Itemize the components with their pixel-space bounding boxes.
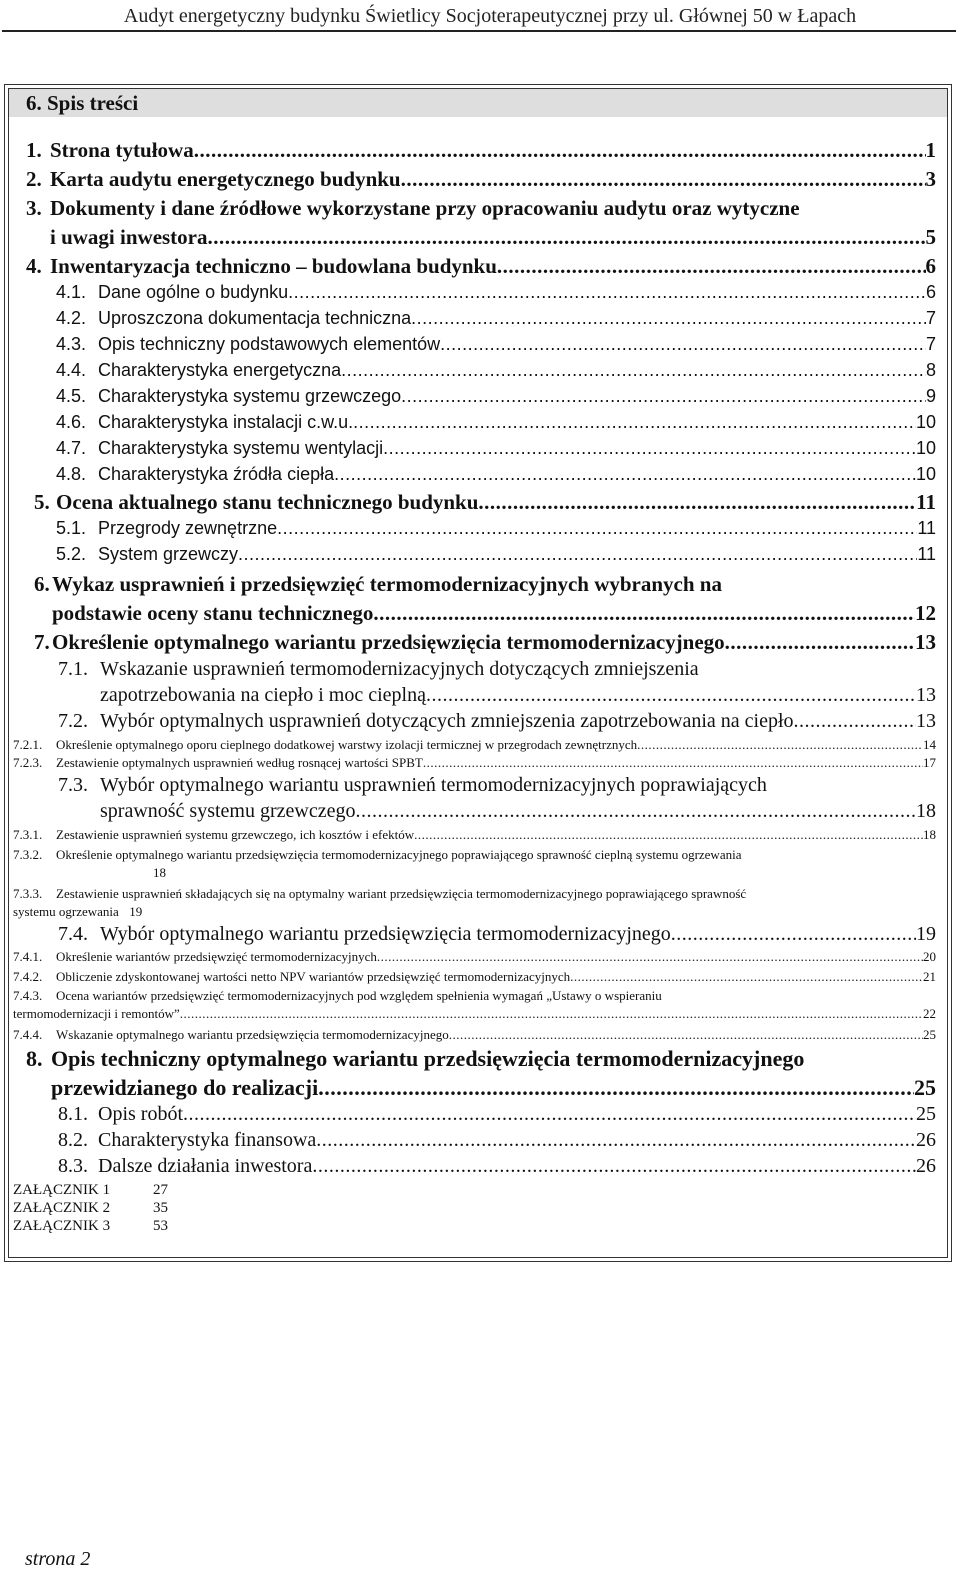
toc-entry-text: Opis robót [98,1103,183,1125]
toc-entry-page: 25 [916,1103,936,1125]
toc-entry-page: 26 [916,1155,936,1177]
toc-entry[interactable] [34,490,936,518]
toc-entry-text: Zestawienie optymalnych usprawnień według rosnącej wartości SPBT [56,755,423,770]
toc-title: 6. Spis treści [26,91,139,115]
toc-entry[interactable] [52,601,936,629]
toc-entry-page: 26 [916,1129,936,1151]
toc-entry-number: 4.3. [56,334,87,354]
toc-entry-text-cont: i uwagi inwestora [50,225,208,249]
toc-attachment[interactable] [13,1218,168,1235]
toc-entry[interactable] [13,755,936,772]
toc-entry-text: Obliczenie zdyskontowanej wartości netto NPV wariantów przedsięwzięć termomodernizacyjnych [56,969,571,984]
toc-entry-number: 3. [26,196,42,220]
toc-leader-dots [341,360,926,381]
toc-entry-first-line[interactable] [26,1046,804,1074]
toc-entry-text: Charakterystyka instalacji c.w.u. [98,412,354,432]
toc-leader-dots [318,1075,914,1101]
toc-entry-page: 1 [925,138,936,162]
toc-leader-dots [180,1006,923,1022]
toc-leader-dots [334,464,916,485]
toc-entry[interactable] [51,1075,936,1103]
attachment-page: 35 [153,1200,168,1216]
toc-entry-page: 3 [925,167,936,191]
toc-entry-text: Określenie optymalnego wariantu przedsięwzięcia termomodernizacyjnego poprawiającego sprawność cieplną systemu ogrzewania [56,847,742,862]
toc-entry-page: 7 [925,334,936,354]
toc-entry[interactable] [56,386,936,412]
toc-entry-number: 4.5. [56,386,87,406]
toc-entry-page: 18 [916,800,936,822]
toc-entry-number: 6. [34,572,50,596]
attachment-label: ZAŁĄCZNIK 1 [13,1182,111,1198]
page-header-title: Audyt energetyczny budynku Świetlicy Socjoterapeutycznej przy ul. Głównej 50 w Łapach [123,5,857,27]
toc-entry-number: 5.2. [56,544,87,564]
toc-entry-text: Uproszczona dokumentacja techniczna [98,308,412,328]
toc-entry-text-cont: zapotrzebowania na ciepło i moc cieplną [100,684,426,706]
toc-entry-number: 8. [26,1046,43,1071]
toc-entry-number: 7.2. [58,710,88,732]
toc-leader-dots [183,1103,916,1126]
toc-leader-dots [449,1027,923,1043]
toc-leader-dots [312,1155,916,1178]
toc-entry-text-cont: systemu ogrzewania [13,904,119,919]
attachment-label: ZAŁĄCZNIK 3 [13,1218,111,1234]
toc-leader-dots [478,490,916,515]
toc-leader-dots [355,800,916,823]
toc-entry-number: 4.1. [56,282,87,302]
toc-entry[interactable] [56,412,936,438]
toc-entry-text: Wybór optymalnych usprawnień dotyczących zmniejszenia zapotrzebowania na ciepło [100,710,794,732]
toc-entry-page: 7 [925,308,936,328]
toc-entry-text: Inwentaryzacja techniczno – budowlana budynku [50,254,497,278]
toc-entry-text: Określenie optymalnego oporu cieplnego dodatkowej warstwy izolacji termicznej w przegrodach zewnętrznych [56,737,638,752]
toc-entry-text: Wskazanie optymalnego wariantu przedsięwzięcia termomodernizacyjnego [56,1027,449,1042]
toc-entry-number: 7.3. [58,774,88,796]
toc-entry-text: Opis techniczny optymalnego wariantu przedsięwzięcia termomodernizacyjnego [51,1046,805,1071]
toc-leader-dots [671,923,916,946]
toc-entry[interactable] [58,1103,936,1129]
toc-entry[interactable] [13,847,741,864]
toc-entry-text-cont: sprawność systemu grzewczego [100,800,356,822]
toc-entry-number: 5.1. [56,518,87,538]
toc-entry[interactable] [100,684,936,710]
toc-entry-page: 25 [923,1027,936,1042]
toc-entry-page: 17 [923,755,936,770]
toc-entry-text: Wskazanie usprawnień termomodernizacyjnych dotyczących zmniejszenia [100,658,699,680]
toc-entry-number: 4.7. [56,438,87,458]
toc-entry[interactable] [13,827,936,844]
toc-entry-number: 7.3.3. [13,886,43,901]
toc-leader-dots [414,827,923,843]
toc-leader-dots [426,684,916,707]
toc-entry[interactable] [26,138,936,166]
toc-entry-number: 7.4.2. [13,969,43,984]
toc-entry-first-line[interactable] [34,572,722,600]
toc-entry-number: 7.2.1. [13,737,43,752]
toc-entry-page: 11 [917,518,936,538]
toc-entry[interactable] [58,923,936,949]
toc-entry[interactable] [56,464,936,490]
toc-entry[interactable] [26,167,936,195]
toc-entry[interactable] [13,1006,936,1023]
toc-entry-number: 7. [34,630,50,654]
toc-entry[interactable] [56,518,936,544]
toc-entry-text: Charakterystyka systemu wentylacji [98,438,384,458]
toc-entry-page: 6 [925,282,936,302]
toc-entry-text: Ocena aktualnego stanu technicznego budynku [56,490,479,514]
toc-entry[interactable] [56,308,936,334]
toc-leader-dots [383,438,916,459]
toc-entry[interactable] [34,630,936,658]
toc-entry-page: 18 [153,865,166,880]
toc-entry-text: Charakterystyka energetyczna [98,360,342,380]
toc-leader-dots [401,386,926,407]
toc-entry-text: Przegrody zewnętrzne [98,518,278,538]
toc-entry-page: 13 [916,710,936,732]
toc-entry-number: 7.4.1. [13,949,43,964]
toc-leader-dots [194,138,926,163]
toc-entry-number: 7.3.2. [13,847,43,862]
toc-entry[interactable] [13,737,936,754]
toc-leader-dots [238,544,917,565]
toc-entry-number: 5. [34,490,50,514]
toc-entry-page: 5 [925,225,936,249]
toc-entry-first-line[interactable] [13,988,662,1005]
toc-entry-text: Charakterystyka źródła ciepła [98,464,335,484]
toc-leader-dots [208,225,926,250]
toc-leader-dots [373,601,915,626]
attachment-label: ZAŁĄCZNIK 2 [13,1200,111,1216]
toc-leader-dots [277,518,917,539]
toc-entry-text-cont: podstawie oceny stanu technicznego [52,601,374,625]
toc-entry-page: 21 [923,969,936,984]
toc-leader-dots [725,630,915,655]
toc-entry-text: Dalsze działania inwestora [98,1155,313,1177]
toc-entry-text: Określenie optymalnego wariantu przedsięwzięcia termomodernizacyjnego [52,630,725,654]
toc-entry-page: 18 [923,827,936,842]
toc-entry-text: Wykaz usprawnień i przedsięwzięć termomodernizacyjnych wybranych na [52,572,722,596]
toc-entry-page: 10 [915,464,936,484]
toc-entry-number: 7.4.4. [13,1027,43,1042]
toc-entry-page: 8 [925,360,936,380]
toc-entry-page: 13 [915,630,936,654]
toc-entry-text: Wybór optymalnego wariantu przedsięwzięcia termomodernizacyjnego [100,923,671,945]
toc-entry-first-line[interactable] [26,196,800,224]
toc-entry[interactable] [13,969,936,986]
toc-leader-dots [353,412,916,433]
toc-entry-page: 6 [925,254,936,278]
toc-entry-page: 9 [925,386,936,406]
toc-entry-page: 25 [914,1075,936,1100]
toc-leader-dots [377,949,923,965]
toc-entry[interactable] [13,949,936,966]
toc-entry-number: 7.4. [58,923,88,945]
toc-entry-text: Dane ogólne o budynku [98,282,289,302]
toc-entry-number: 4. [26,254,42,278]
toc-entry[interactable] [100,800,936,826]
toc-entry-text: Opis techniczny podstawowych elementów [98,334,441,354]
toc-entry-text: System grzewczy [98,544,239,564]
toc-entry[interactable] [13,904,142,921]
toc-entry-text: Dokumenty i dane źródłowe wykorzystane przy opracowaniu audytu oraz wytyczne [50,196,800,220]
toc-entry-page: 14 [923,737,936,752]
toc-entry[interactable] [58,710,936,736]
toc-entry-text: Charakterystyka systemu grzewczego [98,386,402,406]
toc-entry-text: Strona tytułowa [50,138,194,162]
toc-entry-first-line[interactable] [58,774,767,800]
toc-entry-number: 1. [26,138,42,162]
toc-entry[interactable] [58,1129,936,1155]
toc-leader-dots [401,167,926,192]
toc-entry-number: 7.1. [58,658,88,680]
toc-entry-number: 8.3. [58,1155,88,1177]
toc-entry-text-cont: przewidzianego do realizacji [51,1075,319,1100]
toc-entry-text: Określenie wariantów przedsięwzięć termomodernizacyjnych [56,949,377,964]
toc-entry[interactable] [56,334,936,360]
toc-entry-text: Ocena wariantów przedsięwzięć termomodernizacyjnych pod względem spełnienia wymagań „Ustawy o wspieraniu [56,988,662,1003]
toc-entry-number: 8.1. [58,1103,88,1125]
toc-entry[interactable] [56,360,936,386]
page-number-footer: strona 2 [25,1548,91,1570]
toc-entry-number: 7.3.1. [13,827,43,842]
toc-entry-number: 7.2.3. [13,755,43,770]
toc-entry-number: 7.4.3. [13,988,43,1003]
toc-entry-page: 13 [916,684,936,706]
toc-entry-page: 12 [915,601,936,625]
toc-entry-page: 10 [915,438,936,458]
toc-leader-dots [794,710,916,733]
toc-entry[interactable] [56,544,936,570]
toc-entry-number: 2. [26,167,42,191]
toc-entry-number: 4.2. [56,308,87,328]
toc-leader-dots [497,254,926,279]
toc-entry[interactable] [26,254,936,282]
toc-entry-page: 11 [917,544,936,564]
toc-entry-page: 22 [923,1006,936,1021]
toc-entry-text-cont: termomodernizacji i remontów” [13,1006,180,1021]
toc-entry-first-line[interactable] [13,886,746,903]
toc-entry-first-line[interactable] [58,658,699,684]
attachment-page: 27 [153,1182,168,1198]
toc-entry-page: 20 [923,949,936,964]
toc-entry-number: 4.6. [56,412,87,432]
toc-leader-dots [423,755,923,771]
toc-leader-dots [637,737,923,753]
toc-entry-number: 8.2. [58,1129,88,1151]
toc-entry-text: Wybór optymalnego wariantu usprawnień termomodernizacyjnych poprawiających [100,774,767,796]
toc-entry-number: 4.8. [56,464,87,484]
toc-entry[interactable] [50,225,936,253]
toc-entry-page: 11 [916,490,936,514]
toc-entry-page: 19 [129,904,143,919]
toc-attachment[interactable] [13,1182,168,1199]
toc-entry-text: Karta audytu energetycznego budynku [50,167,401,191]
toc-leader-dots [440,334,926,355]
toc-attachment[interactable] [13,1200,168,1217]
toc-leader-dots [316,1129,916,1152]
toc-leader-dots [570,969,923,985]
toc-entry-page: 19 [916,923,936,945]
toc-entry[interactable] [56,282,936,308]
toc-entry-page: 10 [915,412,936,432]
toc-entry-text: Zestawienie usprawnień systemu grzewczego, ich kosztów i efektów [56,827,415,842]
attachment-page: 53 [153,1218,168,1234]
toc-entry[interactable] [13,1027,936,1044]
toc-entry-text: Charakterystyka finansowa [98,1129,317,1151]
toc-entry[interactable] [56,438,936,464]
toc-entry[interactable] [58,1155,936,1181]
toc-leader-dots [411,308,926,329]
toc-entry-text: Zestawienie usprawnień składających się na optymalny wariant przedsięwzięcia termomodernizacyjnego poprawiającego sprawność [56,886,747,901]
toc-leader-dots [288,282,926,303]
toc-entry-number: 4.4. [56,360,87,380]
